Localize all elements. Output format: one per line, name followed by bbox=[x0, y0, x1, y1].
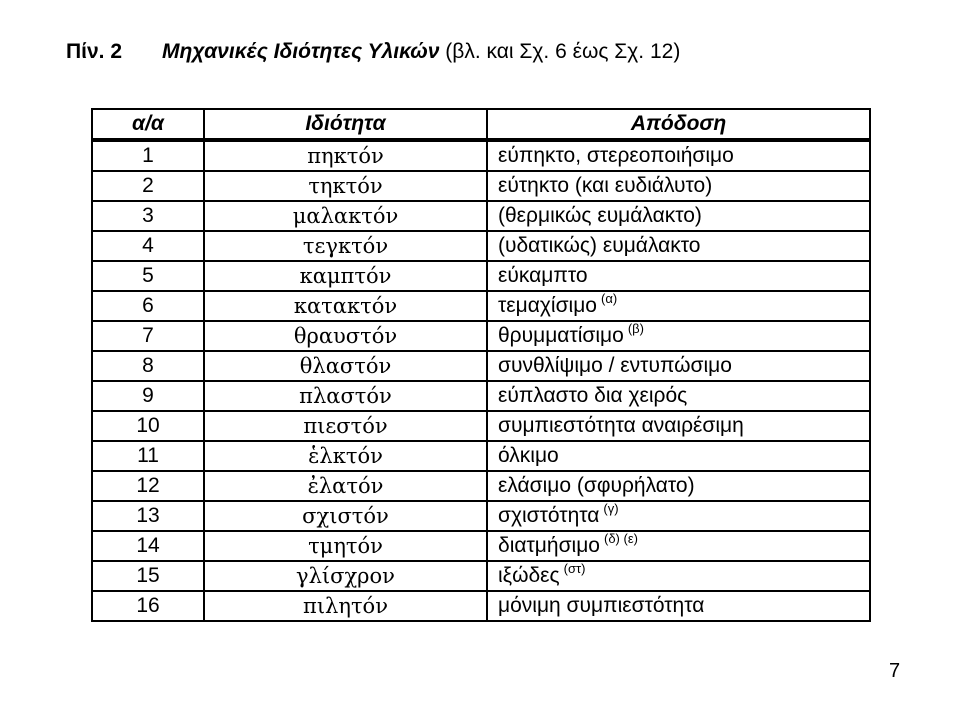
row-index: 9 bbox=[92, 381, 204, 411]
table-row bbox=[92, 351, 870, 381]
table-row bbox=[92, 471, 870, 501]
row-property: πιλητόν bbox=[204, 591, 487, 621]
row-index: 11 bbox=[92, 441, 204, 471]
row-index: 3 bbox=[92, 201, 204, 231]
row-index: 6 bbox=[92, 291, 204, 321]
table-subject: Μηχανικές Ιδιότητες Υλικών bbox=[162, 40, 440, 63]
table-row bbox=[92, 140, 870, 171]
row-translation: (θερμικώς ευμάλακτο) bbox=[498, 204, 702, 227]
row-footnote-marker: (α) bbox=[601, 291, 618, 306]
row-property: κατακτόν bbox=[204, 291, 487, 321]
row-property: τεγκτόν bbox=[204, 231, 487, 261]
row-index: 8 bbox=[92, 351, 204, 381]
table-row bbox=[92, 381, 870, 411]
row-index: 12 bbox=[92, 471, 204, 501]
row-footnote-marker: (β) bbox=[627, 321, 644, 336]
row-translation-cell bbox=[487, 201, 870, 231]
row-translation: ελάσιμο (σφυρήλατο) bbox=[498, 474, 695, 497]
row-translation: εύπλαστο δια χειρός bbox=[498, 384, 688, 407]
row-index: 16 bbox=[92, 591, 204, 621]
table-row bbox=[92, 261, 870, 291]
row-index: 15 bbox=[92, 561, 204, 591]
row-translation-cell bbox=[487, 591, 870, 621]
row-property: σχιστόν bbox=[204, 501, 487, 531]
row-translation: όλκιμο bbox=[498, 444, 559, 467]
header-index: α/α bbox=[92, 109, 204, 140]
row-translation-cell bbox=[487, 471, 870, 501]
table-row bbox=[92, 411, 870, 441]
row-property: ἑλκτόν bbox=[204, 441, 487, 471]
row-footnote-marker: (γ) bbox=[603, 501, 619, 516]
row-property: πλαστόν bbox=[204, 381, 487, 411]
row-footnote-marker: (δ) (ε) bbox=[603, 531, 638, 546]
row-translation-cell bbox=[487, 140, 870, 171]
row-translation: διατμήσιμο bbox=[498, 534, 600, 557]
row-property: πηκτόν bbox=[204, 140, 487, 171]
row-property: τηκτόν bbox=[204, 171, 487, 201]
row-index: 14 bbox=[92, 531, 204, 561]
row-translation-cell bbox=[487, 501, 870, 531]
row-translation: εύπηκτο, στερεοποιήσιμο bbox=[498, 144, 734, 167]
row-index: 5 bbox=[92, 261, 204, 291]
table-header-row bbox=[92, 109, 870, 140]
row-translation: σχιστότητα bbox=[498, 504, 600, 527]
row-translation-cell bbox=[487, 231, 870, 261]
row-index: 2 bbox=[92, 171, 204, 201]
row-property: τμητόν bbox=[204, 531, 487, 561]
row-property: θραυστόν bbox=[204, 321, 487, 351]
row-index: 7 bbox=[92, 321, 204, 351]
row-translation: εύκαμπτο bbox=[498, 264, 588, 287]
row-index: 1 bbox=[92, 140, 204, 171]
properties-table bbox=[91, 108, 871, 622]
row-translation-cell bbox=[487, 261, 870, 291]
row-translation-cell bbox=[487, 411, 870, 441]
table-row bbox=[92, 171, 870, 201]
table-row bbox=[92, 201, 870, 231]
header-translation: Απόδοση bbox=[487, 109, 870, 140]
row-translation-cell bbox=[487, 351, 870, 381]
table-row bbox=[92, 291, 870, 321]
row-translation: τεμαχίσιμο bbox=[498, 294, 597, 317]
header-property: Ιδιότητα bbox=[204, 109, 487, 140]
slide-title bbox=[66, 40, 680, 64]
row-translation: (υδατικώς) ευμάλακτο bbox=[498, 234, 701, 257]
row-translation-cell bbox=[487, 321, 870, 351]
row-translation: μόνιμη συμπιεστότητα bbox=[498, 594, 705, 617]
table-row bbox=[92, 591, 870, 621]
table-body bbox=[92, 140, 870, 621]
table-row bbox=[92, 441, 870, 471]
row-translation-cell bbox=[487, 381, 870, 411]
row-property: ἐλατόν bbox=[204, 471, 487, 501]
row-translation: εύτηκτο (και ευδιάλυτο) bbox=[498, 174, 713, 197]
row-property: μαλακτόν bbox=[204, 201, 487, 231]
row-translation-cell bbox=[487, 561, 870, 591]
row-index: 13 bbox=[92, 501, 204, 531]
row-translation: συνθλίψιμο / εντυπώσιμο bbox=[498, 354, 732, 377]
table-row bbox=[92, 231, 870, 261]
row-translation: συμπιεστότητα αναιρέσιμη bbox=[498, 414, 744, 437]
row-translation: ιξώδες bbox=[498, 564, 560, 587]
row-translation-cell bbox=[487, 531, 870, 561]
table-row bbox=[92, 531, 870, 561]
row-property: πιεστόν bbox=[204, 411, 487, 441]
page-number: 7 bbox=[889, 660, 901, 682]
row-translation: θρυμματίσιμο bbox=[498, 324, 624, 347]
table-row bbox=[92, 321, 870, 351]
table-row bbox=[92, 501, 870, 531]
row-footnote-marker: (στ) bbox=[563, 561, 586, 576]
figure-reference: (βλ. και Σχ. 6 έως Σχ. 12) bbox=[445, 40, 681, 63]
row-property: θλαστόν bbox=[204, 351, 487, 381]
row-index: 4 bbox=[92, 231, 204, 261]
row-property: γλίσχρον bbox=[204, 561, 487, 591]
row-translation-cell bbox=[487, 171, 870, 201]
table-number: Πίν. 2 bbox=[66, 40, 123, 63]
row-translation-cell bbox=[487, 291, 870, 321]
table-row bbox=[92, 561, 870, 591]
row-property: καμπτόν bbox=[204, 261, 487, 291]
row-translation-cell bbox=[487, 441, 870, 471]
row-index: 10 bbox=[92, 411, 204, 441]
